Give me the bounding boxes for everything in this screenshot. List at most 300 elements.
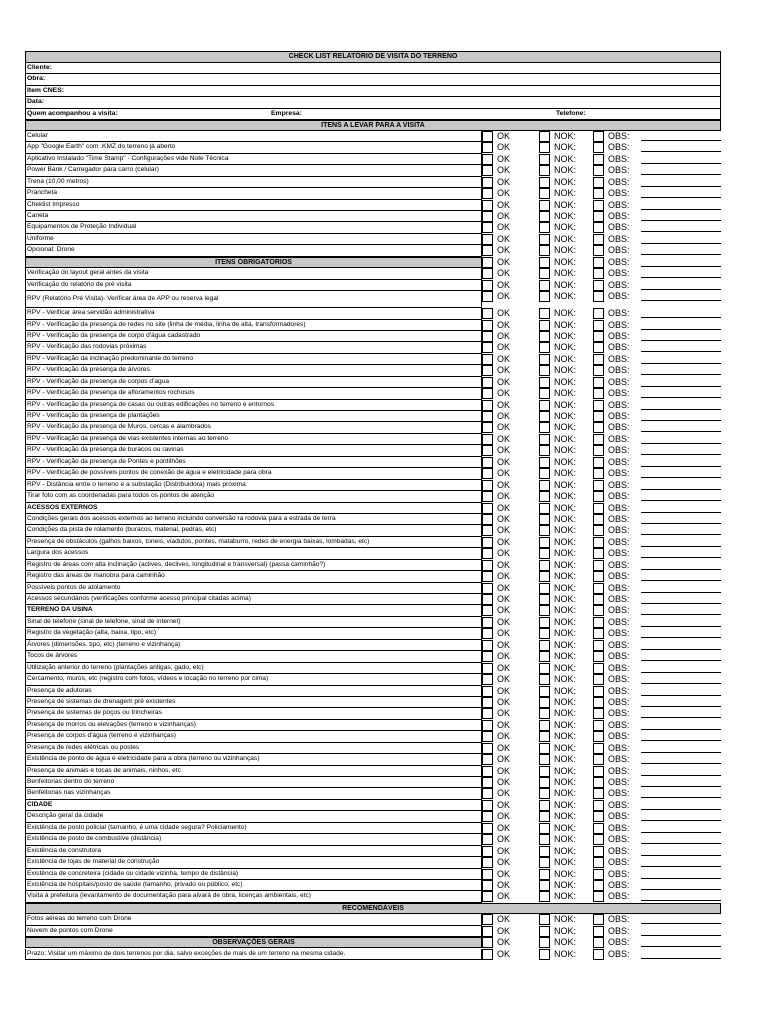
nok-checkbox[interactable] (539, 548, 550, 559)
obs-line[interactable] (641, 557, 721, 558)
ok-checkbox[interactable] (482, 354, 493, 365)
nok-checkbox[interactable] (539, 400, 550, 411)
ok-checkbox[interactable] (482, 743, 493, 754)
obs-line[interactable] (641, 374, 721, 375)
obs-line[interactable] (641, 775, 721, 776)
obs-line[interactable] (641, 454, 721, 455)
nok-checkbox[interactable] (539, 754, 550, 765)
nok-checkbox[interactable] (539, 743, 550, 754)
obs-checkbox[interactable] (593, 342, 604, 353)
ok-checkbox[interactable] (482, 823, 493, 834)
obs-checkbox[interactable] (593, 154, 604, 165)
nok-checkbox[interactable] (539, 583, 550, 594)
obs-checkbox[interactable] (593, 937, 604, 948)
cliente-field[interactable] (25, 63, 721, 74)
ok-checkbox[interactable] (482, 537, 493, 548)
obs-line[interactable] (641, 786, 721, 787)
nok-checkbox[interactable] (539, 165, 550, 176)
obs-line[interactable] (641, 243, 721, 244)
obs-line[interactable] (641, 329, 721, 330)
nok-checkbox[interactable] (539, 177, 550, 188)
obs-checkbox[interactable] (593, 560, 604, 571)
ok-checkbox[interactable] (482, 268, 493, 279)
ok-checkbox[interactable] (482, 165, 493, 176)
obs-checkbox[interactable] (593, 291, 604, 302)
data-field[interactable] (25, 97, 721, 108)
obs-checkbox[interactable] (593, 434, 604, 445)
obs-checkbox[interactable] (593, 674, 604, 685)
ok-checkbox[interactable] (482, 766, 493, 777)
nok-checkbox[interactable] (539, 846, 550, 857)
obs-line[interactable] (641, 855, 721, 856)
ok-checkbox[interactable] (482, 491, 493, 502)
obs-checkbox[interactable] (593, 949, 604, 960)
obs-checkbox[interactable] (593, 583, 604, 594)
obs-line[interactable] (641, 878, 721, 879)
obs-line[interactable] (641, 649, 721, 650)
obs-line[interactable] (641, 209, 721, 210)
ok-checkbox[interactable] (482, 594, 493, 605)
nok-checkbox[interactable] (539, 222, 550, 233)
nok-checkbox[interactable] (539, 937, 550, 948)
obs-checkbox[interactable] (593, 548, 604, 559)
nok-checkbox[interactable] (539, 811, 550, 822)
ok-checkbox[interactable] (482, 617, 493, 628)
nok-checkbox[interactable] (539, 869, 550, 880)
ok-checkbox[interactable] (482, 291, 493, 302)
nok-checkbox[interactable] (539, 823, 550, 834)
obs-checkbox[interactable] (593, 869, 604, 880)
ok-checkbox[interactable] (482, 640, 493, 651)
obs-line[interactable] (641, 397, 721, 398)
nok-checkbox[interactable] (539, 560, 550, 571)
nok-checkbox[interactable] (539, 800, 550, 811)
nok-checkbox[interactable] (539, 926, 550, 937)
ok-checkbox[interactable] (482, 422, 493, 433)
ok-checkbox[interactable] (482, 503, 493, 514)
nok-checkbox[interactable] (539, 320, 550, 331)
obs-line[interactable] (641, 580, 721, 581)
obs-line[interactable] (641, 163, 721, 164)
obs-checkbox[interactable] (593, 503, 604, 514)
nok-checkbox[interactable] (539, 880, 550, 891)
obs-line[interactable] (641, 592, 721, 593)
obs-line[interactable] (641, 386, 721, 387)
ok-checkbox[interactable] (482, 949, 493, 960)
obs-line[interactable] (641, 614, 721, 615)
nok-checkbox[interactable] (539, 686, 550, 697)
obs-line[interactable] (641, 477, 721, 478)
obs-line[interactable] (641, 254, 721, 255)
obs-checkbox[interactable] (593, 571, 604, 582)
nok-label: NOK: (554, 388, 577, 399)
obs-checkbox[interactable] (593, 142, 604, 153)
ok-checkbox[interactable] (482, 548, 493, 559)
ok-checkbox[interactable] (482, 914, 493, 925)
obs-checkbox[interactable] (593, 480, 604, 491)
ok-checkbox[interactable] (482, 480, 493, 491)
nok-checkbox[interactable] (539, 365, 550, 376)
obs-line[interactable] (641, 186, 721, 187)
obs-line[interactable] (641, 409, 721, 410)
nok-checkbox[interactable] (539, 891, 550, 902)
obs-checkbox[interactable] (593, 280, 604, 291)
ok-checkbox[interactable] (482, 445, 493, 456)
obs-checkbox[interactable] (593, 211, 604, 222)
obs-checkbox[interactable] (593, 388, 604, 399)
nok-checkbox[interactable] (539, 571, 550, 582)
obs-line[interactable] (641, 752, 721, 753)
ok-checkbox[interactable] (482, 560, 493, 571)
ok-label: OK (497, 788, 511, 799)
obs-checkbox[interactable] (593, 914, 604, 925)
obs-checkbox[interactable] (593, 800, 604, 811)
obs-line[interactable] (641, 820, 721, 821)
nok-checkbox[interactable] (539, 245, 550, 256)
obs-line[interactable] (641, 512, 721, 513)
obs-checkbox[interactable] (593, 308, 604, 319)
obs-line[interactable] (641, 866, 721, 867)
obs-checkbox[interactable] (593, 823, 604, 834)
obs-line[interactable] (641, 351, 721, 352)
obs-checkbox[interactable] (593, 731, 604, 742)
nok-checkbox[interactable] (539, 949, 550, 960)
nok-checkbox[interactable] (539, 257, 550, 268)
obs-checkbox[interactable] (593, 788, 604, 799)
ok-checkbox[interactable] (482, 177, 493, 188)
obs-line[interactable] (641, 889, 721, 890)
ok-checkbox[interactable] (482, 411, 493, 422)
ok-checkbox[interactable] (482, 331, 493, 342)
nok-checkbox[interactable] (539, 640, 550, 651)
obs-line[interactable] (641, 277, 721, 278)
obs-line[interactable] (641, 958, 721, 959)
obs-line[interactable] (641, 797, 721, 798)
nok-checkbox[interactable] (539, 422, 550, 433)
obs-line[interactable] (641, 923, 721, 924)
obs-checkbox[interactable] (593, 777, 604, 788)
obs-line[interactable] (641, 151, 721, 152)
ok-checkbox[interactable] (482, 280, 493, 291)
nok-checkbox[interactable] (539, 200, 550, 211)
ok-checkbox[interactable] (482, 731, 493, 742)
nok-checkbox[interactable] (539, 788, 550, 799)
obs-checkbox[interactable] (593, 222, 604, 233)
obs-checkbox[interactable] (593, 525, 604, 536)
ok-checkbox[interactable] (482, 800, 493, 811)
obs-checkbox[interactable] (593, 926, 604, 937)
obs-checkbox[interactable] (593, 468, 604, 479)
ok-checkbox[interactable] (482, 342, 493, 353)
nok-checkbox[interactable] (539, 411, 550, 422)
ok-checkbox[interactable] (482, 222, 493, 233)
obs-line[interactable] (641, 717, 721, 718)
obs-line[interactable] (641, 832, 721, 833)
obs-line[interactable] (641, 420, 721, 421)
obs-checkbox[interactable] (593, 857, 604, 868)
obs-line[interactable] (641, 300, 721, 301)
obs-checkbox[interactable] (593, 188, 604, 199)
obs-line[interactable] (641, 500, 721, 501)
ok-checkbox[interactable] (482, 869, 493, 880)
ok-checkbox[interactable] (482, 891, 493, 902)
ok-checkbox[interactable] (482, 777, 493, 788)
obs-line[interactable] (641, 672, 721, 673)
obs-line[interactable] (641, 683, 721, 684)
obs-line[interactable] (641, 843, 721, 844)
obs-checkbox[interactable] (593, 651, 604, 662)
obs-line[interactable] (641, 569, 721, 570)
obs-line[interactable] (641, 660, 721, 661)
obs-line[interactable] (641, 174, 721, 175)
ok-checkbox[interactable] (482, 937, 493, 948)
nok-checkbox[interactable] (539, 731, 550, 742)
ok-checkbox[interactable] (482, 434, 493, 445)
obs-checkbox[interactable] (593, 697, 604, 708)
obs-line[interactable] (641, 809, 721, 810)
nok-checkbox[interactable] (539, 480, 550, 491)
obs-checkbox[interactable] (593, 846, 604, 857)
nok-label: NOK: (554, 605, 577, 616)
nok-checkbox[interactable] (539, 525, 550, 536)
nok-checkbox[interactable] (539, 914, 550, 925)
obs-line[interactable] (641, 231, 721, 232)
nok-checkbox[interactable] (539, 388, 550, 399)
nok-checkbox[interactable] (539, 308, 550, 319)
obs-checkbox[interactable] (593, 720, 604, 731)
ok-checkbox[interactable] (482, 468, 493, 479)
ok-checkbox[interactable] (482, 514, 493, 525)
nok-checkbox[interactable] (539, 617, 550, 628)
nok-checkbox[interactable] (539, 777, 550, 788)
nok-checkbox[interactable] (539, 720, 550, 731)
nok-checkbox[interactable] (539, 605, 550, 616)
ok-checkbox[interactable] (482, 788, 493, 799)
ok-checkbox[interactable] (482, 320, 493, 331)
obs-checkbox[interactable] (593, 131, 604, 142)
obs-line[interactable] (641, 523, 721, 524)
nok-checkbox[interactable] (539, 457, 550, 468)
nok-checkbox[interactable] (539, 142, 550, 153)
obs-line[interactable] (641, 534, 721, 535)
nok-checkbox[interactable] (539, 514, 550, 525)
item-label: RPV - Verificação das rodovias próximas (25, 342, 482, 353)
nok-checkbox[interactable] (539, 708, 550, 719)
obs-checkbox[interactable] (593, 268, 604, 279)
obs-checkbox[interactable] (593, 754, 604, 765)
obs-checkbox[interactable] (593, 200, 604, 211)
nok-checkbox[interactable] (539, 594, 550, 605)
obs-checkbox[interactable] (593, 234, 604, 245)
obs-line[interactable] (641, 489, 721, 490)
obra-field[interactable] (25, 74, 721, 85)
nok-checkbox[interactable] (539, 663, 550, 674)
obs-checkbox[interactable] (593, 177, 604, 188)
obs-checkbox[interactable] (593, 628, 604, 639)
nok-checkbox[interactable] (539, 674, 550, 685)
obs-line[interactable] (641, 626, 721, 627)
obs-checkbox[interactable] (593, 640, 604, 651)
ok-checkbox[interactable] (482, 857, 493, 868)
nok-label: NOK: (554, 525, 577, 536)
item-cnes-field[interactable] (25, 86, 721, 97)
ok-label: OK (497, 777, 511, 788)
ok-checkbox[interactable] (482, 308, 493, 319)
ok-checkbox[interactable] (482, 457, 493, 468)
obs-line[interactable] (641, 546, 721, 547)
obs-line[interactable] (641, 729, 721, 730)
ok-checkbox[interactable] (482, 257, 493, 268)
ok-checkbox[interactable] (482, 754, 493, 765)
obs-line[interactable] (641, 340, 721, 341)
ok-checkbox[interactable] (482, 200, 493, 211)
ok-checkbox[interactable] (482, 525, 493, 536)
ok-checkbox[interactable] (482, 400, 493, 411)
ok-checkbox[interactable] (482, 234, 493, 245)
ok-checkbox[interactable] (482, 720, 493, 731)
nok-checkbox[interactable] (539, 291, 550, 302)
obs-checkbox[interactable] (593, 514, 604, 525)
visit-info-row[interactable] (25, 109, 721, 120)
ok-checkbox[interactable] (482, 365, 493, 376)
ok-checkbox[interactable] (482, 880, 493, 891)
nok-checkbox[interactable] (539, 491, 550, 502)
nok-checkbox[interactable] (539, 434, 550, 445)
obs-checkbox[interactable] (593, 245, 604, 256)
obs-checkbox[interactable] (593, 766, 604, 777)
nok-checkbox[interactable] (539, 697, 550, 708)
ok-checkbox[interactable] (482, 388, 493, 399)
ok-checkbox[interactable] (482, 926, 493, 937)
nok-checkbox[interactable] (539, 154, 550, 165)
nok-checkbox[interactable] (539, 268, 550, 279)
item-cnes-label: Item CNES: (27, 86, 65, 94)
obs-checkbox[interactable] (593, 165, 604, 176)
obs-line[interactable] (641, 706, 721, 707)
ok-checkbox[interactable] (482, 571, 493, 582)
nok-checkbox[interactable] (539, 445, 550, 456)
ok-checkbox[interactable] (482, 834, 493, 845)
obs-checkbox[interactable] (593, 457, 604, 468)
obs-checkbox[interactable] (593, 594, 604, 605)
checklist-row (25, 686, 721, 697)
ok-checkbox[interactable] (482, 211, 493, 222)
obs-checkbox[interactable] (593, 537, 604, 548)
obs-checkbox[interactable] (593, 377, 604, 388)
obs-checkbox[interactable] (593, 686, 604, 697)
ok-checkbox[interactable] (482, 142, 493, 153)
ok-checkbox[interactable] (482, 674, 493, 685)
ok-checkbox[interactable] (482, 154, 493, 165)
obs-line[interactable] (641, 431, 721, 432)
obs-checkbox[interactable] (593, 257, 604, 268)
nok-checkbox[interactable] (539, 354, 550, 365)
nok-checkbox[interactable] (539, 280, 550, 291)
ok-checkbox[interactable] (482, 663, 493, 674)
obs-line[interactable] (641, 900, 721, 901)
ok-checkbox[interactable] (482, 131, 493, 142)
nok-checkbox[interactable] (539, 331, 550, 342)
obs-line[interactable] (641, 140, 721, 141)
ok-label: OK (497, 822, 511, 833)
obs-line[interactable] (641, 763, 721, 764)
obs-checkbox[interactable] (593, 811, 604, 822)
obs-checkbox[interactable] (593, 708, 604, 719)
obs-checkbox[interactable] (593, 834, 604, 845)
ok-checkbox[interactable] (482, 846, 493, 857)
obs-checkbox[interactable] (593, 617, 604, 628)
nok-checkbox[interactable] (539, 342, 550, 353)
checklist-row (25, 411, 721, 422)
obs-checkbox[interactable] (593, 605, 604, 616)
obs-line[interactable] (641, 695, 721, 696)
nok-checkbox[interactable] (539, 503, 550, 514)
obs-checkbox[interactable] (593, 400, 604, 411)
obs-line[interactable] (641, 317, 721, 318)
nok-checkbox[interactable] (539, 188, 550, 199)
ok-checkbox[interactable] (482, 605, 493, 616)
obs-line[interactable] (641, 266, 721, 267)
ok-checkbox[interactable] (482, 708, 493, 719)
obs-checkbox[interactable] (593, 891, 604, 902)
ok-checkbox[interactable] (482, 628, 493, 639)
obs-line[interactable] (641, 637, 721, 638)
nok-checkbox[interactable] (539, 628, 550, 639)
obs-line[interactable] (641, 443, 721, 444)
obs-line[interactable] (641, 946, 721, 947)
ok-checkbox[interactable] (482, 686, 493, 697)
obs-line[interactable] (641, 740, 721, 741)
obs-line[interactable] (641, 935, 721, 936)
nok-checkbox[interactable] (539, 131, 550, 142)
obs-checkbox[interactable] (593, 354, 604, 365)
nok-checkbox[interactable] (539, 468, 550, 479)
nok-checkbox[interactable] (539, 857, 550, 868)
nok-checkbox[interactable] (539, 766, 550, 777)
nok-checkbox[interactable] (539, 211, 550, 222)
ok-checkbox[interactable] (482, 188, 493, 199)
nok-checkbox[interactable] (539, 834, 550, 845)
nok-label: NOK: (554, 456, 577, 467)
obs-checkbox[interactable] (593, 445, 604, 456)
nok-checkbox[interactable] (539, 234, 550, 245)
obs-line[interactable] (641, 603, 721, 604)
obs-checkbox[interactable] (593, 880, 604, 891)
obs-checkbox[interactable] (593, 411, 604, 422)
ok-checkbox[interactable] (482, 811, 493, 822)
obs-line[interactable] (641, 363, 721, 364)
obs-checkbox[interactable] (593, 491, 604, 502)
obs-checkbox[interactable] (593, 743, 604, 754)
ok-checkbox[interactable] (482, 377, 493, 388)
nok-checkbox[interactable] (539, 377, 550, 388)
nok-checkbox[interactable] (539, 537, 550, 548)
obs-line[interactable] (641, 466, 721, 467)
ok-checkbox[interactable] (482, 651, 493, 662)
nok-checkbox[interactable] (539, 651, 550, 662)
ok-checkbox[interactable] (482, 697, 493, 708)
obs-checkbox[interactable] (593, 365, 604, 376)
obs-line[interactable] (641, 289, 721, 290)
obs-checkbox[interactable] (593, 331, 604, 342)
ok-checkbox[interactable] (482, 583, 493, 594)
obs-checkbox[interactable] (593, 663, 604, 674)
obs-checkbox[interactable] (593, 422, 604, 433)
obs-line[interactable] (641, 197, 721, 198)
obs-line[interactable] (641, 220, 721, 221)
ok-checkbox[interactable] (482, 245, 493, 256)
obs-checkbox[interactable] (593, 320, 604, 331)
